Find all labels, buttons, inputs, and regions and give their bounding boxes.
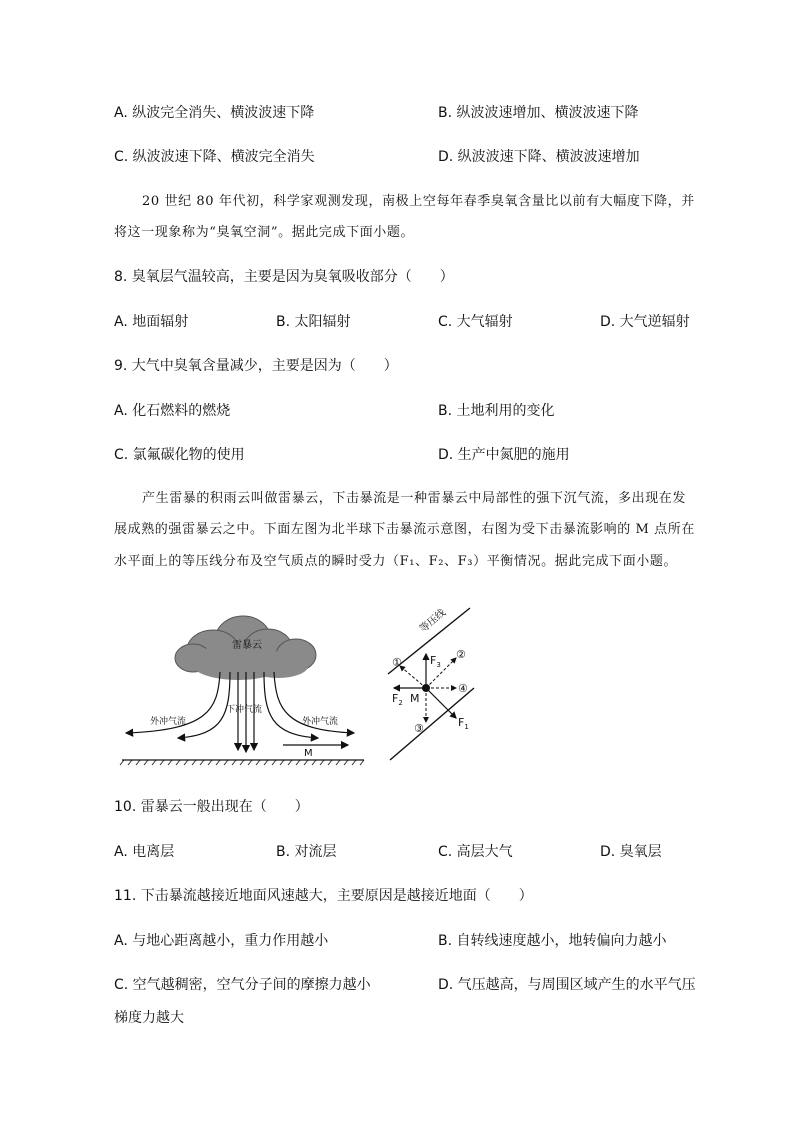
option-b-prev: B. 纵波波速增加、横波波速下降 bbox=[438, 105, 639, 121]
q11-option-d: D. 气压越高，与周围区域产生的水平气压 bbox=[438, 977, 696, 993]
q8-option-c: C. 大气辐射 bbox=[438, 314, 513, 330]
q10-option-a: A. 电离层 bbox=[114, 844, 175, 860]
force-f1-arrow bbox=[426, 688, 456, 718]
f2-label: F bbox=[392, 692, 399, 705]
svg-text:F1 bbox=[458, 716, 469, 731]
q9-option-d: D. 生产中氮肥的施用 bbox=[438, 447, 570, 463]
point-m bbox=[422, 684, 430, 692]
q11-option-c: C. 空气越稠密，空气分子间的摩擦力越小 bbox=[114, 977, 371, 993]
passage1-line1: 20 世纪 80 年代初，科学家观测发现，南极上空每年春季臭氧含量比以前有大幅度下降，并 bbox=[142, 194, 695, 209]
f3-label: F bbox=[430, 654, 437, 667]
option-c-prev: C. 纵波波速下降、横波完全消失 bbox=[114, 149, 315, 165]
q8-option-b: B. 太阳辐射 bbox=[276, 314, 351, 330]
direction-4-label: ④ bbox=[458, 682, 468, 695]
q8-stem: 8. 臭氧层气温较高，主要是因为臭氧吸收部分（ ） bbox=[114, 269, 454, 285]
q8-option-a: A. 地面辐射 bbox=[114, 314, 189, 330]
option-a-prev: A. 纵波完全消失、横波波速下降 bbox=[114, 105, 315, 121]
q9-option-a: A. 化石燃料的燃烧 bbox=[114, 403, 231, 419]
cloud-label: 雷暴云 bbox=[232, 640, 262, 651]
option-d-prev: D. 纵波波速下降、横波波速增加 bbox=[438, 149, 640, 165]
q11-option-a: A. 与地心距离越小，重力作用越小 bbox=[114, 933, 329, 949]
q11-option-b: B. 自转线速度越小，地转偏向力越小 bbox=[438, 933, 667, 949]
direction-3-label: ③ bbox=[414, 722, 424, 735]
ground-hatch bbox=[120, 760, 364, 765]
q9-option-c: C. 氯氟碳化物的使用 bbox=[114, 447, 245, 463]
svg-text:F2 bbox=[392, 692, 403, 707]
q10-option-c: C. 高层大气 bbox=[438, 844, 513, 860]
direction-2-label: ② bbox=[456, 648, 466, 661]
f1-sub: 1 bbox=[464, 723, 469, 731]
q10-option-b: B. 对流层 bbox=[276, 844, 337, 860]
passage1-line2: 将这一现象称为“臭氧空洞”。据此完成下面小题。 bbox=[114, 225, 415, 240]
f3-sub: 3 bbox=[436, 661, 441, 669]
q9-stem: 9. 大气中臭氧含量减少，主要是因为（ ） bbox=[114, 358, 398, 374]
downdraft-label: 下冲气流 bbox=[226, 705, 263, 715]
outflow-left-label: 外冲气流 bbox=[150, 717, 187, 727]
passage2-line3: 水平面上的等压线分布及空气质点的瞬时受力（F₁、F₂、F₃）平衡情况。据此完成下面小题。 bbox=[114, 554, 678, 569]
q11-stem: 11. 下击暴流越接近地面风速越大，主要原因是越接近地面（ ） bbox=[114, 888, 533, 904]
q9-option-b: B. 土地利用的变化 bbox=[438, 403, 555, 419]
outflow-right-label: 外冲气流 bbox=[302, 717, 339, 727]
q10-option-d: D. 臭氧层 bbox=[600, 844, 662, 860]
q11-option-d-cont: 梯度力越大 bbox=[114, 1010, 184, 1026]
passage2-line2: 展成熟的强雷暴云之中。下面左图为北半球下击暴流示意图，右图为受下击暴流影响的 M 点所在 bbox=[114, 522, 695, 537]
q8-option-d: D. 大气逆辐射 bbox=[600, 314, 690, 330]
svg-text:F3 bbox=[430, 654, 441, 669]
direction-1-arrow bbox=[400, 666, 426, 688]
force-m-label: M bbox=[410, 692, 420, 705]
f2-sub: 2 bbox=[398, 699, 403, 707]
force-diagram bbox=[384, 604, 484, 766]
downburst-diagram bbox=[118, 600, 368, 770]
q10-stem: 10. 雷暴云一般出现在（ ） bbox=[114, 799, 309, 815]
passage2-line1: 产生雷暴的积雨云叫做雷暴云，下击暴流是一种雷暴云中局部性的强下沉气流，多出现在发 bbox=[142, 491, 687, 506]
direction-1-label: ① bbox=[392, 656, 402, 669]
point-m-label: M bbox=[304, 748, 313, 759]
f1-label: F bbox=[458, 716, 465, 729]
isobar-label: 等压线 bbox=[418, 607, 449, 635]
